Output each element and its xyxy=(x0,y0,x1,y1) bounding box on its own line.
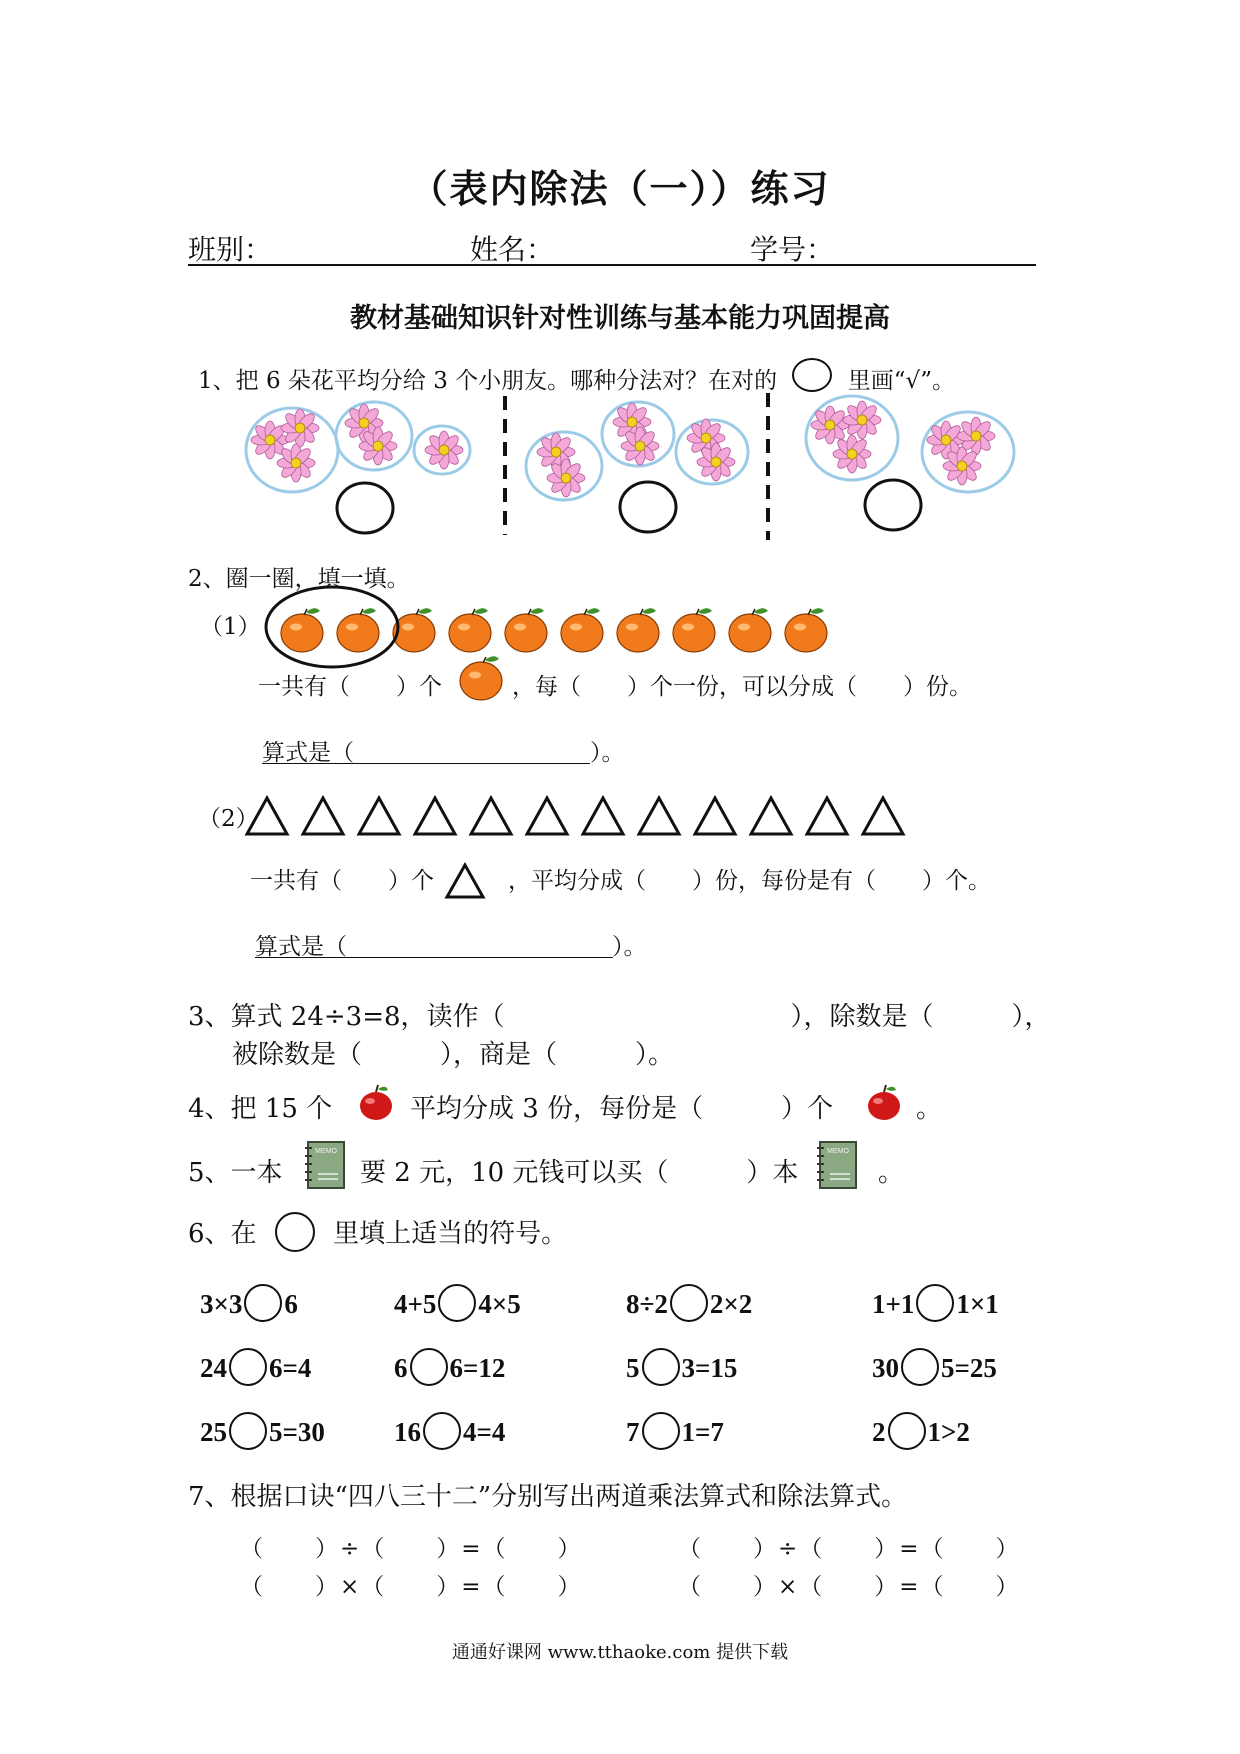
q2-part2-text-a: 一共有（ ）个 xyxy=(250,868,434,894)
memo-label: MEMO xyxy=(827,1148,849,1155)
triangle-icon xyxy=(247,798,287,834)
triangle-icon xyxy=(303,798,343,834)
q2-part1-text-b: ，每（ ）个一份，可以分成（ ）份。 xyxy=(512,674,972,700)
answer-circle-icon xyxy=(275,1212,315,1252)
q7-multiplication-left: （ ）×（ ）=（ ） xyxy=(240,1574,583,1600)
q6-heading: 6、在 里填上适当的符号。 xyxy=(188,1212,567,1252)
symbol-answer-circle[interactable] xyxy=(670,1284,708,1322)
symbol-answer-circle[interactable] xyxy=(423,1412,461,1450)
symbol-answer-circle[interactable] xyxy=(916,1284,954,1322)
class-label: 班别： xyxy=(188,233,273,266)
comparison-item xyxy=(872,1348,997,1386)
triangle-icon xyxy=(639,798,679,834)
triangle-icon xyxy=(359,798,399,834)
symbol-answer-circle[interactable] xyxy=(642,1412,680,1450)
footer-source: 通通好课网 www.tthaoke.com 提供下载 xyxy=(451,1642,789,1663)
q5-text-c: 。 xyxy=(878,1158,905,1188)
q2-part2-text-b: ，平均分成（ ）份，每份是有（ ）个。 xyxy=(508,868,991,894)
comparison-left: 25 xyxy=(200,1417,227,1447)
triangle-icon xyxy=(863,798,903,834)
memo-notebook-icon xyxy=(304,1140,346,1190)
q2-part1-formula-open: 算式是（ xyxy=(262,740,354,766)
comparison-right: 1>2 xyxy=(927,1417,970,1447)
q2-part2-formula-line[interactable] xyxy=(255,956,613,958)
comparison-item xyxy=(200,1348,311,1386)
triangle-icon xyxy=(415,798,455,834)
q2-part1-number: （1） xyxy=(200,614,261,640)
q2-part2-number: （2） xyxy=(198,806,259,832)
symbol-answer-circle[interactable] xyxy=(229,1348,267,1386)
comparison-left: 8÷2 xyxy=(626,1289,668,1319)
comparison-left: 16 xyxy=(394,1417,421,1447)
comparison-left: 6 xyxy=(394,1353,408,1383)
q7-division-right: （ ）÷（ ）=（ ） xyxy=(678,1536,1021,1562)
q2-part2-formula-open: 算式是（ xyxy=(255,934,347,960)
subtitle: 教材基础知识针对性训练与基本能力巩固提高 xyxy=(350,303,890,334)
comparison-right: 1×1 xyxy=(956,1289,999,1319)
comparison-item xyxy=(394,1412,505,1450)
symbol-answer-circle[interactable] xyxy=(229,1412,267,1450)
symbol-answer-circle[interactable] xyxy=(642,1348,680,1386)
comparison-left: 4+5 xyxy=(394,1289,437,1319)
comparison-item xyxy=(200,1284,298,1322)
triangle-icon xyxy=(527,798,567,834)
comparison-left: 5 xyxy=(626,1353,640,1383)
comparison-right: 4×5 xyxy=(478,1289,521,1319)
comparison-item xyxy=(394,1348,505,1386)
symbol-answer-circle[interactable] xyxy=(901,1348,939,1386)
memo-label: MEMO xyxy=(315,1148,337,1155)
symbol-answer-circle[interactable] xyxy=(244,1284,282,1322)
symbol-answer-circle[interactable] xyxy=(888,1412,926,1450)
triangle-icon xyxy=(807,798,847,834)
q4-text-c: 。 xyxy=(916,1094,943,1124)
q2-heading: 2、圈一圈，填一填。 xyxy=(188,566,410,592)
comparison-left: 2 xyxy=(872,1417,886,1447)
q1-text: 1、把 6 朵花平均分给 3 个小朋友。哪种分法对？在对的 里画“√”。 xyxy=(198,358,955,395)
comparison-right: 4=4 xyxy=(463,1417,506,1447)
comparison-item xyxy=(626,1348,737,1386)
q2-part2-formula-close: ）。 xyxy=(612,934,647,960)
q3-line1: 3、算式 24÷3=8，读作（ ），除数是（ ）， xyxy=(188,1002,1051,1032)
comparison-item xyxy=(626,1284,752,1322)
q4-text-a: 4、把 15 个 xyxy=(188,1094,333,1124)
triangle-icon xyxy=(695,798,735,834)
triangle-icon xyxy=(751,798,791,834)
page-title: （表内除法（一））练习 xyxy=(409,166,831,211)
triangle-icon xyxy=(447,865,483,897)
comparison-item xyxy=(872,1284,999,1322)
q2-part1-text-a: 一共有（ ）个 xyxy=(258,674,442,700)
q3-line2: 被除数是（ ），商是（ ）。 xyxy=(232,1040,675,1070)
q7-text: 7、根据口诀“四八三十二”分别写出两道乘法算式和除法算式。 xyxy=(188,1482,908,1512)
symbol-answer-circle[interactable] xyxy=(410,1348,448,1386)
comparison-right: 1=7 xyxy=(681,1417,724,1447)
apple-icon xyxy=(356,1082,396,1122)
comparison-right: 6=12 xyxy=(449,1353,506,1383)
q7-division-left: （ ）÷（ ）=（ ） xyxy=(240,1536,583,1562)
comparison-left: 1+1 xyxy=(872,1289,915,1319)
comparison-right: 5=30 xyxy=(269,1417,325,1447)
q2-part1-formula-close: ）。 xyxy=(590,740,625,766)
memo-notebook-icon xyxy=(816,1140,858,1190)
q7-multiplication-right: （ ）×（ ）=（ ） xyxy=(678,1574,1021,1600)
comparison-left: 24 xyxy=(200,1353,227,1383)
comparison-left: 3×3 xyxy=(200,1289,243,1319)
name-label: 姓名： xyxy=(470,233,555,266)
q5-text-a: 5、一本 xyxy=(188,1158,283,1188)
triangle-icon xyxy=(583,798,623,834)
symbol-answer-circle[interactable] xyxy=(438,1284,476,1322)
number-label: 学号： xyxy=(750,233,835,266)
comparison-item xyxy=(394,1284,521,1322)
comparison-item xyxy=(626,1412,724,1450)
comparison-left: 30 xyxy=(872,1353,899,1383)
apple-icon xyxy=(864,1082,904,1122)
comparison-right: 6=4 xyxy=(269,1353,312,1383)
comparison-right: 2×2 xyxy=(709,1289,753,1319)
comparison-right: 3=15 xyxy=(681,1353,738,1383)
triangle-icon xyxy=(471,798,511,834)
comparison-item xyxy=(872,1412,970,1450)
comparison-left: 7 xyxy=(626,1417,640,1447)
q5-text-b: 要 2 元，10 元钱可以买（ ）本 xyxy=(360,1158,799,1188)
q4-text-b: 平均分成 3 份，每份是（ ）个 xyxy=(410,1094,834,1124)
comparison-right: 5=25 xyxy=(941,1353,997,1383)
comparison-item xyxy=(200,1412,325,1450)
comparison-right: 6 xyxy=(284,1289,298,1319)
